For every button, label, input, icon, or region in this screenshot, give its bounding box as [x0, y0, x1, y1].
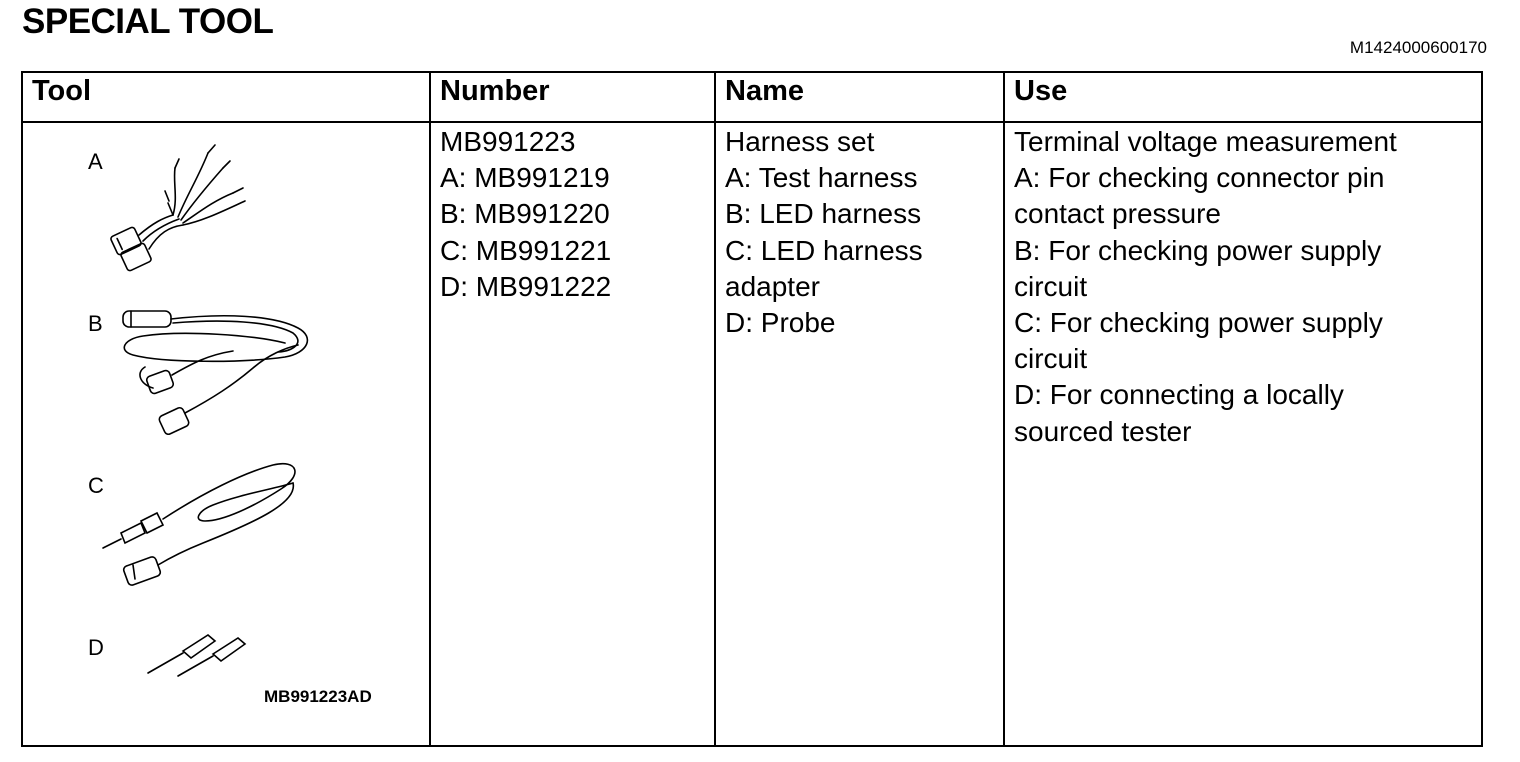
use-line: A: For checking connector pin	[1014, 162, 1385, 194]
name-line: C: LED harness	[725, 234, 923, 266]
name-line: Harness set	[725, 126, 875, 157]
use-line: D: For connecting a locally	[1014, 379, 1344, 411]
use-line: Terminal voltage measurement	[1014, 126, 1397, 157]
use-line: circuit	[1014, 270, 1088, 302]
tool-illustration	[23, 123, 429, 749]
name-line: D: Probe	[725, 307, 836, 339]
number-line: C: MB991221	[440, 234, 612, 266]
tool-label-d: D	[88, 635, 104, 660]
header-number: Number	[430, 72, 715, 122]
header-name: Name	[715, 72, 1004, 122]
figure-code: MB991223AD	[264, 687, 372, 706]
special-tool-table	[21, 71, 1483, 747]
table-header-row	[22, 72, 1482, 122]
number-line: D: MB991222	[440, 270, 612, 302]
use-line: circuit	[1014, 343, 1088, 375]
name-line: A: Test harness	[725, 162, 918, 194]
page-title: SPECIAL TOOL	[22, 2, 274, 41]
number-line: B: MB991220	[440, 198, 610, 230]
use-line: C: For checking power supply	[1014, 307, 1383, 339]
header-tool: Tool	[22, 72, 430, 122]
test-harness-illustration	[110, 145, 245, 272]
table-row	[22, 122, 1482, 746]
name-cell	[715, 122, 1004, 746]
led-harness-adapter-illustration	[103, 464, 295, 587]
tool-illustration-cell	[22, 122, 430, 746]
use-line: sourced tester	[1014, 415, 1192, 447]
tool-label-a: A	[88, 149, 103, 174]
number-line: A: MB991219	[440, 162, 610, 194]
number-line: MB991223	[440, 126, 576, 157]
name-line: B: LED harness	[725, 198, 922, 230]
probe-illustration	[148, 635, 245, 676]
header-use: Use	[1004, 72, 1482, 122]
use-cell	[1004, 122, 1482, 746]
number-cell	[430, 122, 715, 746]
use-line: B: For checking power supply	[1014, 234, 1382, 266]
use-line: contact pressure	[1014, 198, 1221, 230]
tool-label-b: B	[88, 311, 103, 336]
document-id: M1424000600170	[1349, 38, 1487, 57]
led-harness-illustration	[123, 311, 307, 436]
tool-label-c: C	[88, 473, 104, 498]
name-line: adapter	[725, 270, 820, 302]
